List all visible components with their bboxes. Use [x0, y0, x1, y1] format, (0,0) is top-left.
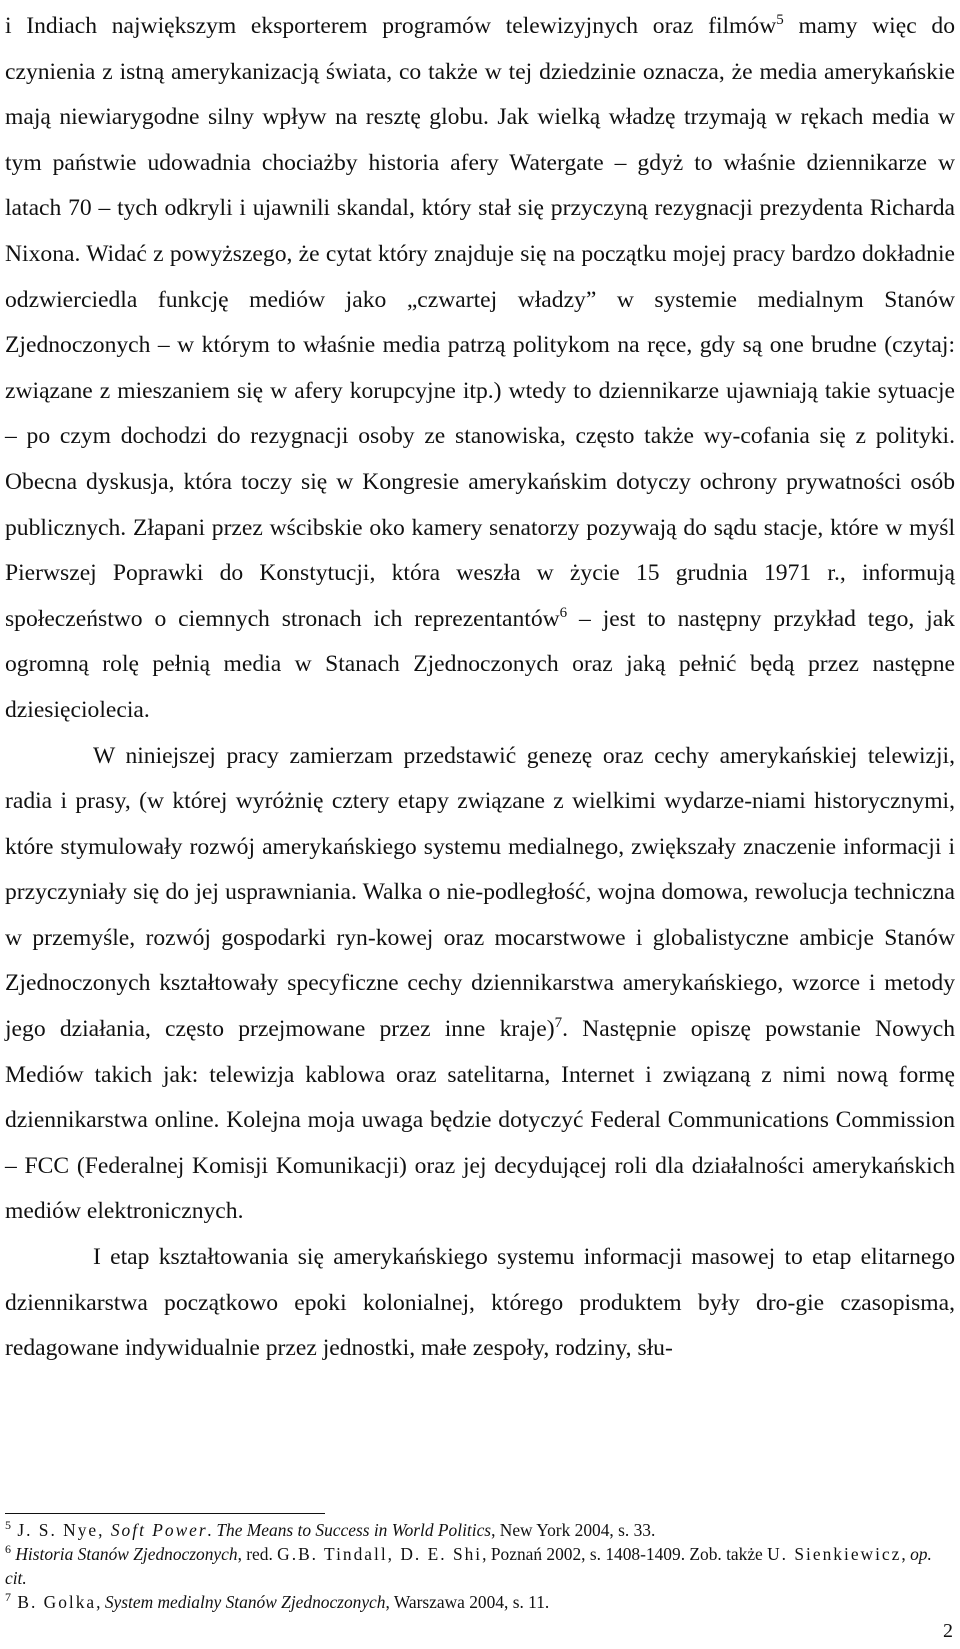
text-run: , Warszawa 2004, s. 11. [385, 1592, 550, 1612]
footnote-marker: 6 [5, 1542, 11, 1557]
text-run: op. cit. [5, 1544, 932, 1588]
text-run: – jest to następny przykład tego, jak ogromną rolę pełnią media w Stanach Zjednoczonych oraz jaką pełnić będą przez następne dziesięciolecia. [5, 605, 955, 723]
document-page [5, 0, 955, 1649]
footnote [5, 1590, 955, 1614]
text-run: , New York 2004, s. 33. [491, 1520, 656, 1540]
footnote-marker: 5 [776, 12, 784, 29]
text-run: J. S. Nye, [11, 1520, 111, 1540]
footnote-marker: 7 [5, 1590, 11, 1605]
text-run: mamy więc do czynienia z istną amerykanizacją świata, co także w tej dziedzinie oznacza, że media amerykańskie mają niewiarygodne silny wpływ na resztę globu. Jak wielką władzę trzymają w rękach media w tym państwie udowadnia chociażby historia afery Watergate – gdyż to właśnie dziennikarze w latach 70 – tych odkryli i ujawnili skandal, który stał się przyczyną rezygnacji prezydenta Richarda Nixona. Widać z powyższego, że cytat który znajduje się na początku mojej pracy bardzo dokładnie odzwierciedla funkcję mediów jako „czwartej władzy” w systemie medialnym Stanów Zjednoczonych – w którym to właśnie media patrzą politykom na ręce, gdy są one brudne (czytaj: związane z mieszaniem się w afery korupcyjne itp.) wtedy to dziennikarze ujawniają takie sytuacje – po czym dochodzi do rezygnacji osoby ze stanowiska, często także wy-cofania się z polityki. Obecna dyskusja, która toczy się w Kongresie amerykańskim dotyczy ochrony prywatności osób publicznych. Złapani przez wścibskie oko kamery senatorzy pozywają do sądu stacje, które w myśl Pierwszej Poprawki do Konstytucji, która weszła w życie 15 grudnia 1971 r., informują społeczeństwo o ciemnych stronach ich reprezentantów [5, 13, 955, 632]
text-run: The Means to Success in World Politics [216, 1520, 492, 1540]
text-run: B. Golka [11, 1592, 97, 1612]
text-run: I etap kształtowania się amerykańskiego systemu informacji masowej to etap elitarnego dziennikarstwa początkowo epoki kolonialnej, którego produktem były dro-gie czasopisma, redagowane indywidualnie przez jednostki, małe zespoły, rodziny, słu- [5, 1244, 955, 1362]
text-run: G.B. Tindall, D. E. Shi [277, 1544, 483, 1564]
page-number: 2 [943, 1620, 953, 1642]
footnote-marker: 5 [5, 1518, 11, 1533]
paragraph [5, 734, 955, 1236]
text-run: W niniejszej pracy zamierzam przedstawić genezę oraz cechy amerykańskiej telewizji, radia i prasy, (w której wyróżnię cztery etapy związane z wielkimi wydarze-niami historycznymi, które stymulowały rozwój amerykańskiego systemu medialnego, zwiększały znaczenie informacji i przyczyniały się do jej usprawniania. Walka o nie-podległość, wojna domowa, rewolucja techniczna w przemyśle, rozwój gospodarki ryn-kowej oraz mocarstwowe i globalistyczne ambicje Stanów Zjednoczonych kształtowały specyficzne cechy dziennikarstwa amerykańskiego, wzorce i metody jego działania, często przejmowane przez inne kraje) [5, 742, 955, 1043]
paragraph [5, 4, 955, 734]
text-run: , Poznań 2002, s. 1408-1409. Zob. także [482, 1544, 768, 1564]
text-run: Historia Stanów Zjednoczonych [11, 1544, 238, 1564]
footnote [5, 1518, 955, 1542]
text-run: , red. [237, 1544, 278, 1564]
text-run: . [207, 1520, 217, 1540]
footnote-marker: 6 [559, 604, 568, 621]
text-run: . Następnie opiszę powstanie Nowych Mediów takich jak: telewizja kablowa oraz satelitarna, Internet i związaną z nimi nową formę dziennikarstwa online. Kolejna moja uwaga będzie dotyczyć Federal Communications Commission – FCC (Federalnej Komisji Komunikacji) oraz jej decydującej roli dla działalności amerykańskich mediów elektronicznych. [5, 1016, 956, 1225]
text-run: , [901, 1544, 911, 1564]
footnote [5, 1542, 955, 1590]
footnote-marker: 7 [554, 1015, 563, 1032]
body-text [5, 4, 955, 1372]
text-run: Soft Power [110, 1520, 208, 1540]
text-run: , [96, 1592, 105, 1612]
text-run: i Indiach największym eksporterem programów telewizyjnych oraz filmów [5, 13, 777, 39]
text-run: System medialny Stanów Zjednoczonych [104, 1592, 386, 1612]
footnotes [5, 1518, 955, 1614]
paragraph [5, 1235, 955, 1372]
text-run: U. Sienkiewicz [767, 1544, 902, 1564]
footnote-separator [5, 1513, 325, 1514]
